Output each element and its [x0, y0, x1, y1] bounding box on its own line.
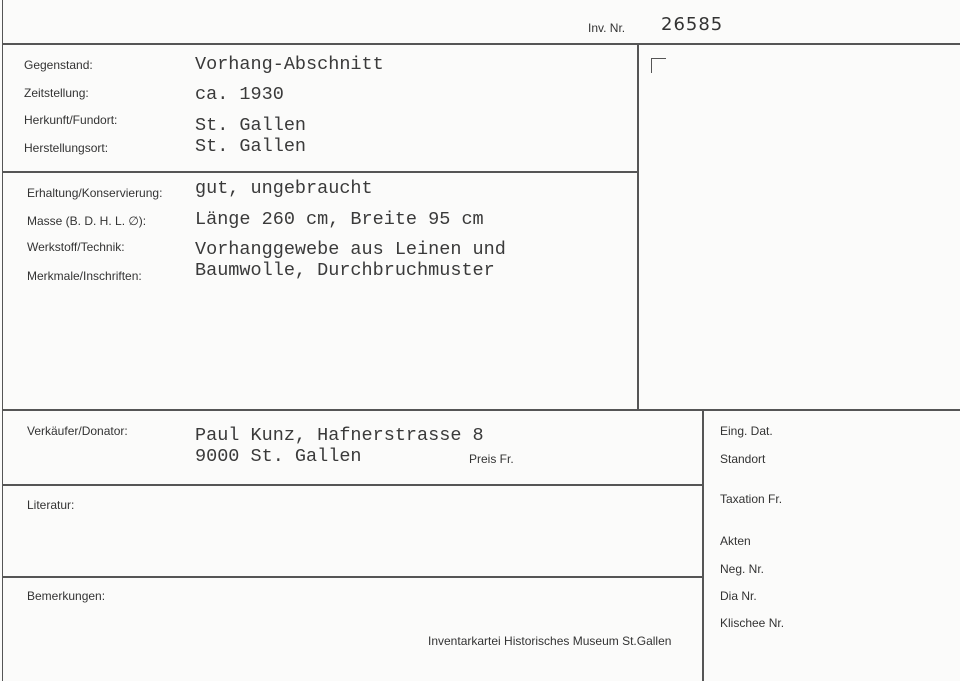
- standort-label: Standort: [720, 452, 766, 466]
- seller-section-divider: [2, 484, 703, 486]
- object-section-divider: [2, 171, 638, 173]
- verkaeufer-line1: Paul Kunz, Hafnerstrasse 8: [195, 425, 484, 446]
- masse-label: Masse (B. D. H. L. ∅):: [27, 214, 147, 228]
- dia-nr-label: Dia Nr.: [720, 589, 757, 603]
- image-corner-mark: [651, 58, 666, 73]
- image-area-divider: [637, 43, 639, 411]
- merkmale-value: Baumwolle, Durchbruchmuster: [195, 260, 495, 281]
- main-section-divider: [2, 409, 960, 411]
- left-border: [2, 0, 3, 681]
- herkunft-value: St. Gallen: [195, 115, 307, 136]
- gegenstand-value: Vorhang-Abschnitt: [195, 54, 384, 75]
- merkmale-label: Merkmale/Inschriften:: [27, 269, 142, 283]
- werkstoff-label: Werkstoff/Technik:: [27, 240, 125, 254]
- header-divider: [2, 43, 960, 45]
- inv-nr-label: Inv. Nr.: [588, 21, 626, 35]
- literatur-label: Literatur:: [27, 498, 75, 512]
- erhaltung-label: Erhaltung/Konservierung:: [27, 186, 163, 200]
- verkaeufer-label: Verkäufer/Donator:: [27, 424, 128, 438]
- eing-dat-label: Eing. Dat.: [720, 424, 773, 438]
- taxation-label: Taxation Fr.: [720, 492, 783, 506]
- herkunft-label: Herkunft/Fundort:: [24, 113, 118, 127]
- verkaeufer-line2: 9000 St. Gallen: [195, 446, 362, 467]
- masse-value: Länge 260 cm, Breite 95 cm: [195, 209, 484, 230]
- erhaltung-value: gut, ungebraucht: [195, 178, 373, 199]
- akten-label: Akten: [720, 534, 751, 548]
- klischee-nr-label: Klischee Nr.: [720, 616, 785, 630]
- literatur-section-divider: [2, 576, 703, 578]
- bemerkungen-label: Bemerkungen:: [27, 589, 106, 603]
- herstellungsort-label: Herstellungsort:: [24, 141, 109, 155]
- right-column-divider: [702, 409, 704, 681]
- neg-nr-label: Neg. Nr.: [720, 562, 765, 576]
- footer-text: Inventarkartei Historisches Museum St.Gallen: [428, 634, 672, 648]
- werkstoff-value: Vorhanggewebe aus Leinen und: [195, 239, 506, 260]
- herstellungsort-value: St. Gallen: [195, 136, 307, 157]
- inv-nr-value: 26585: [661, 14, 724, 35]
- gegenstand-label: Gegenstand:: [24, 58, 93, 72]
- zeitstellung-label: Zeitstellung:: [24, 86, 89, 100]
- preis-label: Preis Fr.: [469, 452, 514, 466]
- zeitstellung-value: ca. 1930: [195, 84, 284, 105]
